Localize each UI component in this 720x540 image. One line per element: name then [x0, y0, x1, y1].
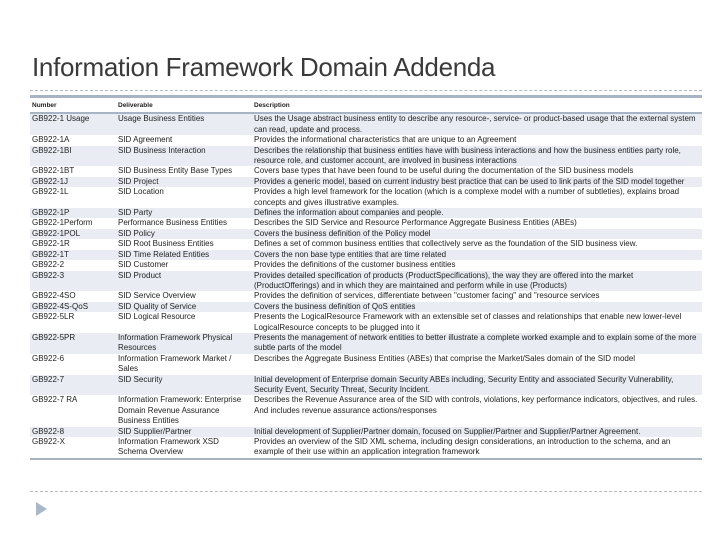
cell-deliverable: SID Customer [118, 260, 169, 270]
cell-number: GB922-1P [30, 208, 116, 218]
cell-number: GB922-1L [32, 187, 69, 197]
cell-description: Initial development of Supplier/Partner domain, focused on Supplier/Partner and Supplier/Partner Agreement. [252, 427, 702, 437]
cell-deliverable: SID Service Overview [118, 291, 196, 301]
cell-description: Provides detailed specification of products (ProductSpecifications), the way they are offered into the market (ProductOfferings) and in which they are maintained and perform while in use (Products) [252, 271, 702, 292]
table-row [30, 250, 702, 260]
table-row [30, 354, 702, 375]
cell-description: Describes the SID Service and Resource Performance Aggregate Business Entities (ABEs) [254, 218, 577, 228]
cell-number: GB922-7 [30, 375, 116, 396]
cell-number: GB922-1T [30, 250, 116, 260]
cell-deliverable: SID Agreement [118, 135, 173, 145]
cell-description: Presents the management of network entities to better illustrate a complete worked example and to explain some of the more subtle parts of the model [252, 333, 702, 354]
table-row [30, 427, 702, 437]
cell-description: Describes the relationship that business entities have with business interactions and how the business entities party role, resource role, and customer account, are involved in business interactions [252, 146, 702, 167]
cell-deliverable: Information Framework Physical Resources [116, 333, 252, 354]
cell-deliverable: SID Supplier/Partner [116, 427, 252, 437]
cell-number: GB922-1BI [30, 146, 116, 167]
cell-description: Defines a set of common business entities that collectively serve as the foundation of the SID business view. [254, 239, 638, 249]
table-row [30, 177, 702, 187]
cell-description: Defines the information about companies and people. [252, 208, 702, 218]
table-row [30, 166, 702, 176]
cell-number: GB922-1 Usage [30, 113, 116, 135]
cell-number: GB922-1A [32, 135, 70, 145]
cell-number: GB922-8 [30, 427, 116, 437]
cell-description: Provides the informational characteristics that are unique to an Agreement [254, 135, 517, 145]
table-row [30, 271, 702, 292]
cell-deliverable: SID Time Related Entities [116, 250, 252, 260]
cell-deliverable: Information Framework XSD Schema Overview [116, 437, 252, 459]
cell-description: Covers the non base type entities that are time related [252, 250, 702, 260]
cell-description: Provides an overview of the SID XML schema, including design considerations, an introduction to the schema, and an example of their use within an application integration framework [252, 437, 702, 459]
cell-number: GB922-3 [30, 271, 116, 292]
cell-number: GB922-4S-QoS [30, 302, 116, 312]
cell-deliverable: SID Policy [116, 229, 252, 239]
cell-deliverable: SID Security [116, 375, 252, 396]
addenda-table [30, 95, 702, 460]
table-row [30, 218, 702, 228]
cell-description: Initial development of Enterprise domain Security ABEs including, Security Entity and associated Security Vulnerability, Security Event, Security Threat, Security Incident. [252, 375, 702, 396]
cell-deliverable: SID Product [116, 271, 252, 292]
cell-description: Describes the Aggregate Business Entities (ABEs) that comprise the Market/Sales domain of the SID model [254, 353, 636, 363]
footer-divider [30, 491, 702, 492]
cell-deliverable: SID Business Entity Base Types [118, 166, 233, 176]
header-deliverable: Deliverable [116, 97, 252, 114]
table-row [30, 375, 702, 396]
cell-deliverable: SID Business Interaction [116, 146, 252, 167]
table-row [30, 312, 702, 333]
header-description: Description [252, 97, 702, 114]
cell-description: Provides a generic model, based on current industry best practice that can be used to link parts of the SID model together [252, 177, 702, 187]
table-row [30, 333, 702, 354]
title-divider [30, 90, 702, 91]
table-row [30, 208, 702, 218]
triangle-bullet-icon [36, 502, 47, 516]
cell-number: GB922-1BT [32, 166, 75, 176]
slide-title: Information Framework Domain Addenda [32, 52, 496, 82]
cell-deliverable: SID Quality of Service [116, 302, 252, 312]
cell-deliverable: SID Location [118, 187, 164, 197]
cell-deliverable: Performance Business Entities [118, 218, 227, 228]
cell-deliverable: Information Framework Market / Sales [118, 353, 232, 374]
cell-number: GB922-1POL [30, 229, 116, 239]
table-row [30, 113, 702, 135]
table-row [30, 135, 702, 145]
table-row [30, 291, 702, 301]
table-header-row [30, 97, 702, 114]
cell-deliverable: SID Root Business Entities [118, 239, 214, 249]
cell-number: GB922-5PR [30, 333, 116, 354]
cell-number: GB922-X [30, 437, 116, 459]
cell-description: Covers the business definition of QoS entities [252, 302, 702, 312]
cell-description: Provides the definition of services, differentiate between "customer facing" and "resource services [254, 291, 600, 301]
header-number: Number [30, 97, 116, 114]
cell-description: Covers the business definition of the Policy model [252, 229, 702, 239]
table-row [30, 437, 702, 459]
cell-deliverable: SID Party [116, 208, 252, 218]
cell-number: GB922-7 RA [32, 395, 78, 405]
cell-description: Describes the Revenue Assurance area of the SID with controls, violations, key performance indicators, objectives, and rules. And includes revenue assurance actions/responses [254, 395, 698, 415]
cell-deliverable: SID Project [116, 177, 252, 187]
table-row [30, 260, 702, 270]
table-row [30, 302, 702, 312]
cell-number: GB922-1R [32, 239, 70, 249]
cell-deliverable: SID Logical Resource [118, 312, 196, 322]
table-row [30, 239, 702, 249]
cell-number: GB922-2 [32, 260, 65, 270]
cell-description: Covers base types that have been found to be useful during the documentation of the SID business models [254, 166, 634, 176]
table-row [30, 146, 702, 167]
cell-number: GB922-5LR [32, 312, 75, 322]
cell-number: GB922-6 [32, 353, 65, 363]
table-row [30, 229, 702, 239]
cell-description: Uses the Usage abstract business entity to describe any resource-, service- or product-based usage that the external system can read, update and process. [252, 113, 702, 135]
cell-description: Presents the LogicalResource Framework with an extensible set of classes and relationships that enable new lower-level LogicalResource concepts to be plugged into it [254, 312, 682, 332]
cell-number: GB922-1Perform [32, 218, 93, 228]
table-row [30, 187, 702, 208]
cell-description: Provides the definitions of the customer business entities [254, 260, 456, 270]
cell-deliverable: Usage Business Entities [116, 113, 252, 135]
table-row [30, 395, 702, 426]
cell-deliverable: Information Framework: Enterprise Domain Revenue Assurance Business Entities [118, 395, 242, 426]
cell-number: GB922-4SO [32, 291, 76, 301]
cell-number: GB922-1J [30, 177, 116, 187]
cell-description: Provides a high level framework for the location (which is a complexe model with a number of subtleties), explains broad concepts and gives illustrative examples. [254, 187, 680, 207]
